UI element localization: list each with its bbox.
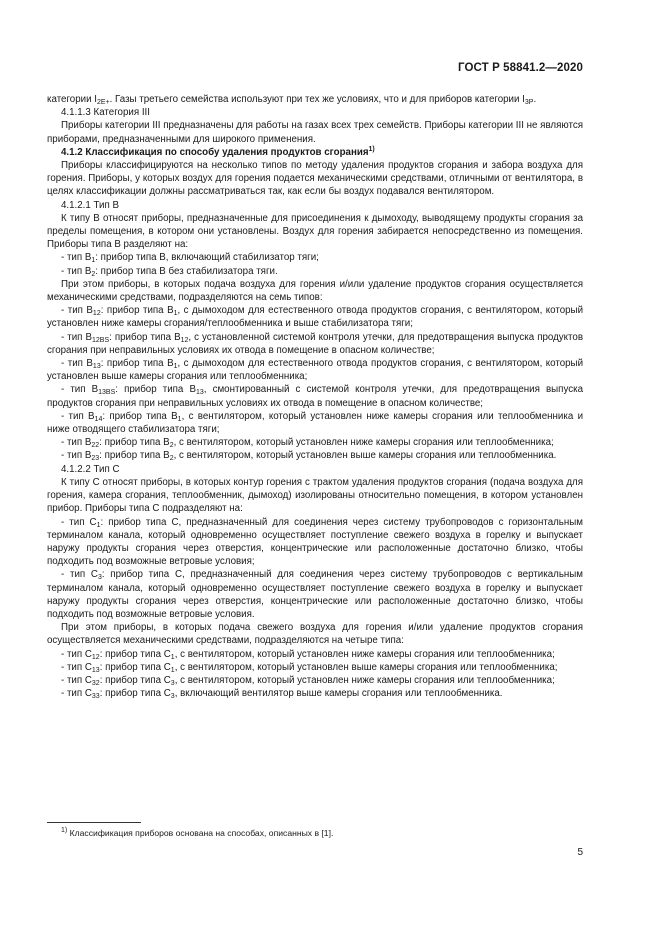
list-item-b2: - тип $B_2$: прибор типа B без стабилизатора тяги. [61, 265, 278, 278]
paragraph-seven-types: При этом приборы, в которых подача воздуха для горения и/или удаление продуктов сгорания осуществляется механическими средствами, подразделяются на семь типов: [47, 278, 583, 304]
section-4-1-2-1-heading: 4.1.2.1 Тип B [61, 199, 119, 211]
footnote-marker: 1) [61, 827, 68, 834]
list-item-c32: - тип $C_{32}$: прибор типа $C_3$, с вентилятором, который установлен ниже камеры сгорания или теплообменника; [61, 674, 555, 687]
section-4-1-2-heading: 4.1.2 Классификация по способу удаления продуктов сгорания$^{1)}$ [61, 145, 375, 158]
paragraph-type-b: К типу B относят приборы, предназначенные для присоединения к дымоходу, выводящему продукты сгорания за пределы помещения, в котором они установлены. Воздух для горения забирается непосредственно из помещения. Приборы типа B разделяют на: [47, 212, 583, 251]
list-item-b13bs: - тип $B_{13BS}$: прибор типа $B_{13}$, смонтированный с системой контроля утечки, для предотвращения выпуска продуктов сгорания при неправильных условиях их отвода в помещение в опасном количестве; [47, 384, 584, 409]
list-item-b22: - тип $B_{22}$: прибор типа $B_2$, с вентилятором, который установлен ниже камеры сгорания или теплообменника; [61, 437, 554, 450]
paragraph-category-intro: категории $I_{2E+}$. Газы третьего семейства используют при тех же условиях, что и для приборов категории $I_{3P}$. [47, 94, 537, 106]
footnote-ref: 1) [368, 145, 375, 153]
section-4-1-1-3-heading: 4.1.1.3 Категория III [61, 107, 150, 119]
list-item-b1: - тип $B_1$: прибор типа B, включающий стабилизатор тяги; [61, 252, 319, 265]
list-item-c33: - тип $C_{33}$: прибор типа $C_3$, включающий вентилятор выше камеры сгорания или теплообменника. [61, 688, 503, 701]
paragraph-four-types: При этом приборы, в которых подача свежего воздуха для горения и/или удаление продуктов сгорания осуществляется механическими средствами, подразделяются на четыре типа: [47, 622, 583, 647]
standard-header: ГОСТ Р 58841.2—2020 [458, 62, 583, 74]
list-item-b14: - тип $B_{14}$: прибор типа $B_1$, с вентилятором, который установлен ниже камеры сгорания или теплообменника и ниже отводящего стабилизатора тяги; [47, 410, 584, 436]
paragraph-type-c: К типу C относят приборы, в которых контур горения с трактом удаления продуктов сгорания (подача воздуха для горения, камера сгорания, теплообменник, дымоход) изолированы относительно помещения, в котором установлен прибор. Приборы типа C подразделяют на: [47, 476, 583, 515]
document-body [47, 93, 583, 700]
list-item-c1: - тип $C_1$: прибор типа C, предназначенный для соединения через систему трубопроводов с горизонтальным терминалом канала, который одновременно осуществляет поступление свежего воздуха в горелку и выпускает наружу продукты сгорания через отверстия, концентрические или расположенные достаточно близко, чтобы подходить под возможные ветровые условия; [47, 516, 583, 568]
footnote [61, 828, 333, 839]
paragraph-classification: Приборы классифицируются на несколько типов по методу удаления продуктов сгорания и забора воздуха для горения. Приборы, у которых воздух для горения подается механическими средствами, отличными от вентилятора, в целях классификации должны рассматриваться так, как если бы воздух подавался вентилятором. [47, 160, 583, 198]
list-item-c12: - тип $C_{12}$: прибор типа $C_1$, с вентилятором, который установлен ниже камеры сгорания или теплообменника; [61, 648, 555, 661]
section-4-1-2-2-heading: 4.1.2.2 Тип C [61, 463, 120, 475]
list-item-b12bs: - тип $B_{12BS}$: прибор типа $B_{12}$, с установленной системой контроля утечки, для предотвращения выпуска продуктов сгорания при неправильных условиях их отвода в помещение в опасном количестве; [47, 331, 583, 356]
page-number: 5 [577, 847, 583, 858]
footnote-divider [47, 822, 141, 823]
list-item-b12: - тип $B_{12}$: прибор типа $B_1$, с дымоходом для естественного отвода продуктов сгорания, с вентилятором, который установлен ниже камеры сгорания/теплообменника и выше стабилизатора тяги; [47, 305, 584, 330]
list-item-b13: - тип $B_{13}$: прибор типа $B_1$, с дымоходом для естественного отвода продуктов сгорания, с вентилятором, который установлен выше камеры сгорания или теплообменника; [47, 358, 584, 383]
footnote-text: Классификация приборов основана на способах, описанных в [1]. [69, 828, 334, 838]
paragraph-category-iii: Приборы категории III предназначены для работы на газах всех трех семейств. Приборы категории III не являются приборами, предназначенными для широкого применения. [47, 120, 583, 145]
list-item-b23: - тип $B_{23}$: прибор типа $B_2$, с вентилятором, который установлен выше камеры сгорания или теплообменника. [61, 450, 557, 463]
list-item-c3: - тип $C_3$: прибор типа C, предназначенный для соединения через систему трубопроводов с вертикальным терминалом канала, который одновременно осуществляет поступление свежего воздуха в горелку и выпускает наружу продукты сгорания через отверстия, концентрические или расположенные достаточно близко, чтобы подходить под возможные ветровые условия. [47, 569, 583, 620]
list-item-c13: - тип $C_{13}$: прибор типа $C_1$, с вентилятором, который установлен выше камеры сгорания или теплообменника; [61, 661, 558, 674]
